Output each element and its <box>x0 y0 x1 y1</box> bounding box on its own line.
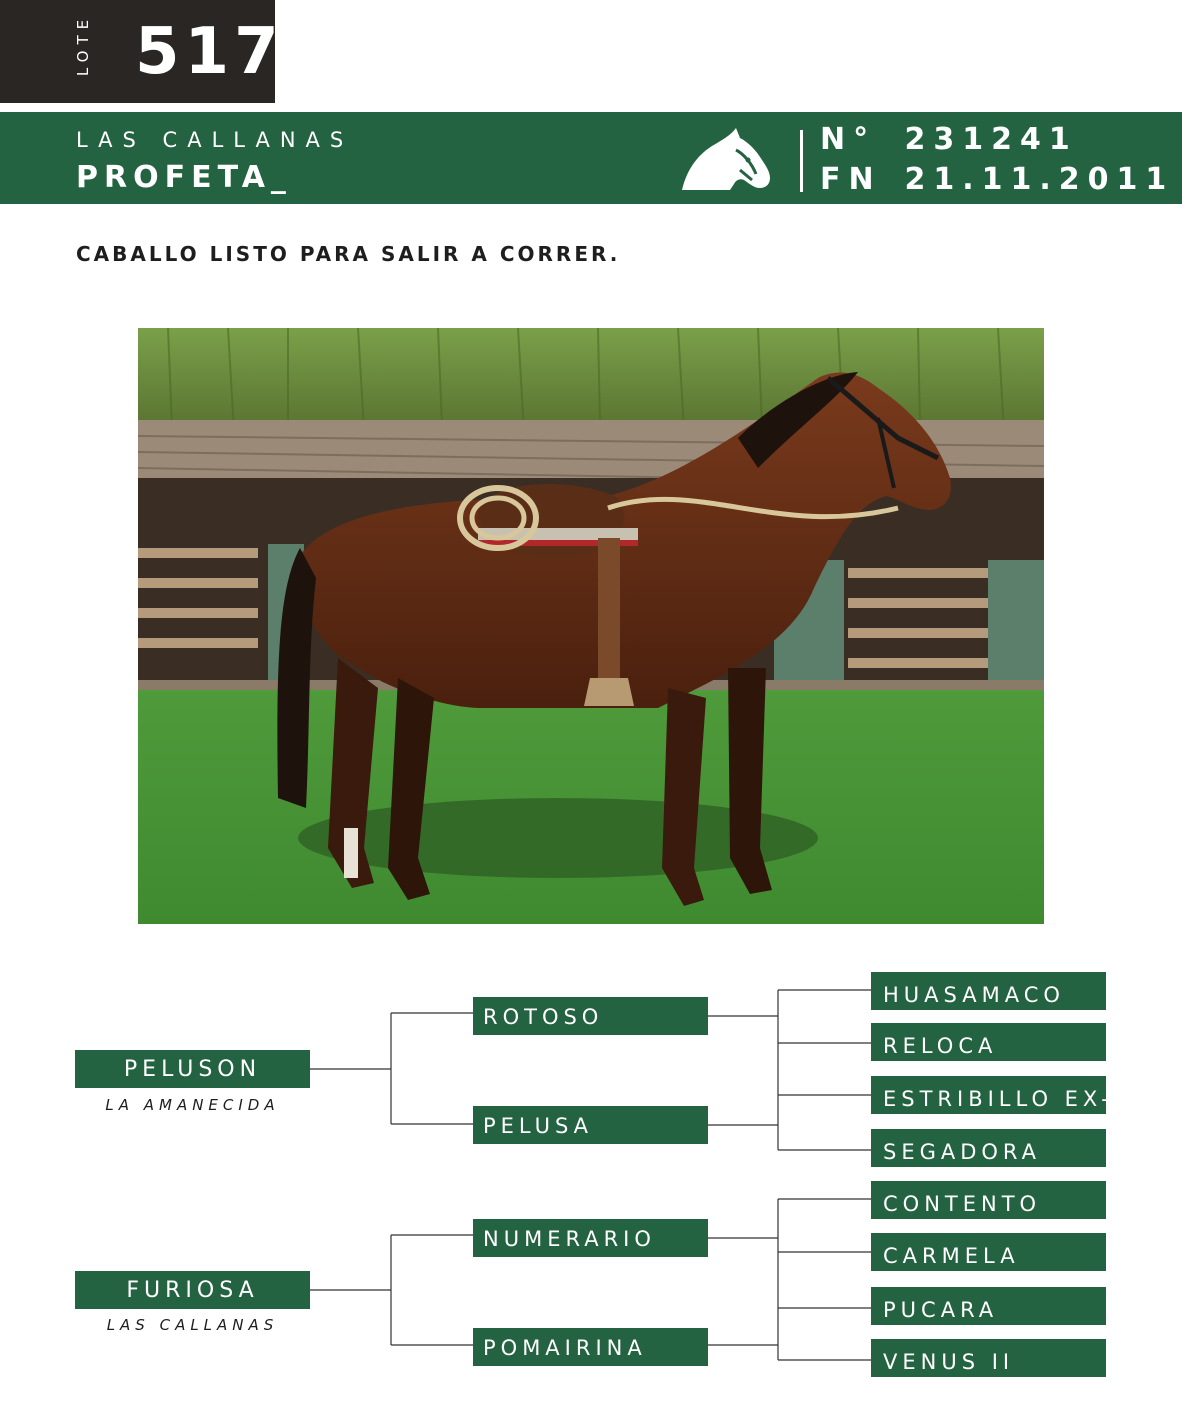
great-grandparent-box: PUCARA <box>871 1287 1106 1325</box>
great-grandparent-box: HUASAMACO <box>871 972 1106 1010</box>
lot-label: LOTE <box>74 13 92 77</box>
dam-breeder: LAS CALLANAS <box>106 1316 279 1334</box>
horse-name: PROFETA_ <box>76 160 292 195</box>
grandparent-box: NUMERARIO <box>473 1219 708 1257</box>
birth-label: FN <box>820 162 882 197</box>
great-grandparent-box: CARMELA <box>871 1233 1106 1271</box>
registry-number: 231241 <box>904 122 1078 157</box>
sire-breeder: LA AMANECIDA <box>105 1096 280 1114</box>
registry-label: N° <box>820 122 877 157</box>
great-grandparent-box: VENUS II <box>871 1339 1106 1377</box>
dam-box: FURIOSA <box>75 1271 310 1309</box>
grandparent-box: POMAIRINA <box>473 1328 708 1366</box>
farm-name: LAS CALLANAS <box>76 128 354 152</box>
grandparent-box: ROTOSO <box>473 997 708 1035</box>
birth-date: 21.11.2011 <box>904 162 1175 197</box>
sire-box: PELUSON <box>75 1050 310 1088</box>
great-grandparent-box: SEGADORA <box>871 1129 1106 1167</box>
caption: CABALLO LISTO PARA SALIR A CORRER. <box>76 242 621 266</box>
grandparent-box: PELUSA <box>473 1106 708 1144</box>
great-grandparent-box: ESTRIBILLO EX-R <box>871 1076 1106 1114</box>
lot-number: 517 <box>135 15 284 89</box>
great-grandparent-box: RELOCA <box>871 1023 1106 1061</box>
great-grandparent-box: CONTENTO <box>871 1181 1106 1219</box>
